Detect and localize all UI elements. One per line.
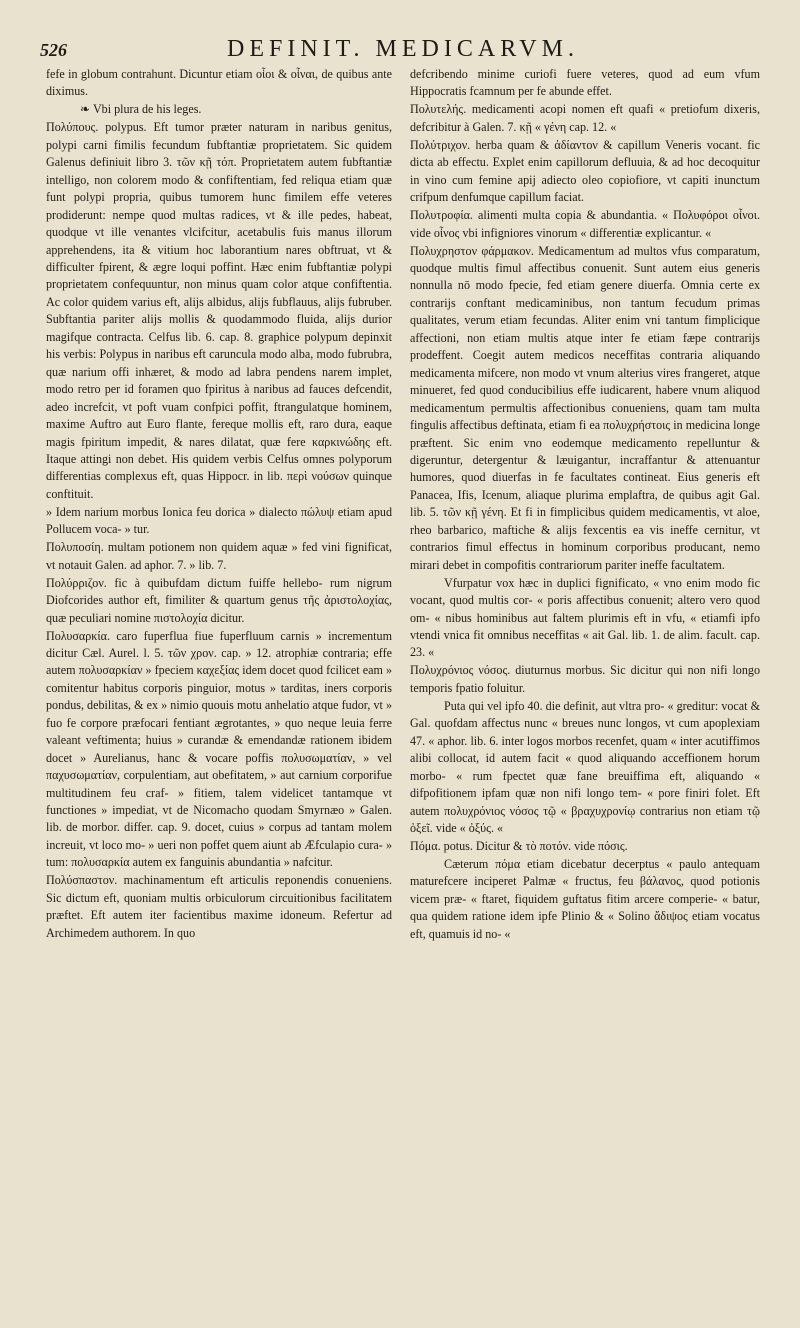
entry-polytrichon: Πολύτριχον. herba quam & ἀδίαντον & capillum Veneris vocant. fic dicta ab effectu. Explet enim capillorum defluuia, & ad hoc decoquitur in vino cum femine apij adiecto oleo copiofiore, vt capiti inunctum crifpum denfumque capillum faciat. [410, 137, 760, 205]
paragraph: fefe in globum contrahunt. Dicuntur etiam οἷοι & οἷναι, de quibus ante diximus. [46, 67, 392, 99]
paragraph: » Idem narium morbus Ionica feu dorica » dialecto πώλυψ etiam apud Pollucem voca- » tur. [46, 504, 392, 537]
entry-polysarkia: Πολυσαρκία. caro fuperflua fiue fuperfluum carnis » incrementum dicitur Cæl. Aurel. l. 5. τῶν χρον. cap. » 12. atrophiæ contraria; effe autem πολυσαρκίαν » fpeciem καχεξίας idem docet quod fcilicet eam » comitentur habitus corporis pinguior, motus » tarditas, iners corporis pondus, debilitas, & ex » nimio quouis motu anhelatio atque fudor, vt » fuo fe corpore præfocari fentiant ægrotantes, » quo neque leuia ferre valeant veftimenta; huius » curandæ & emendandæ rationem ibidem docet » Aurelianus, hanc & vocare poffis πολυσωματίαν, » vel παχυσωματίαν, corpulentiam, aut obefitatem, » aut carnium corporifue multitudinem feu craf- » fitiem, talem videlicet tantamque vt functiones » impediat, vt de Nicomacho quodam Smyrnæo » Galen. lib. de morbor. differ. cap. 9. docet, cuius » corpus ad tantam molem increuit, vt loco mo- » ueri non poffet quem aiunt ab Æfculapio cura- » tum: πολυσαρκία autem ex fanguinis abundantia » nafcitur. [46, 628, 392, 870]
right-column [410, 66, 760, 1316]
entry-polytrophia: Πολυτροφία. alimenti multa copia & abundantia. « Πολυφόροι οἶνοι. vide οἶνος vbi infigniores vinorum « differentiæ explicantur. « [410, 208, 760, 240]
page-number: 526 [40, 40, 67, 60]
running-title: DEFINIT. MEDICARVM. [227, 36, 579, 62]
paragraph: Vfurpatur vox hæc in duplici fignificato, « vno enim modo fic vocant, quod multis cor- « poris affectibus conuenit; altero vero quod om- « nibus hominibus aut faltem plurimis eft in vfu, « etiamfi ipfo vtendi vnica fit omnibus neceffitas « ait Gal. lib. 1. de alim. facult. cap. 23. « [410, 575, 760, 660]
left-column [46, 66, 392, 1316]
paragraph: Puta qui vel ipfo 40. die definit, aut vltra pro- « greditur: vocat & Gal. quofdam affectus nunc « breues nunc longos, vt cum apoplexiam 47. « aphor. lib. 6. inter logos morbos recenfet, quam « inter acutiffimos alibi collocat, id autem facit « quod aliquando acceffionem horum morbo- « rum fpectet quæ fane breuiffima eft, aliquando « difpofitionem ipfam quæ non nifi longo tem- « pore finiri folet. Eft autem πολυχρόνιος νόσος τῷ « βραχυχρονίῳ contrarius non etiam τῷ ὀξεῖ. vide « ὀξύς. « [410, 698, 760, 835]
page-header [40, 36, 766, 64]
entry-polyrrhizon: Πολύρριζον. fic à quibufdam dictum fuiffe hellebo- rum nigrum Diofcorides author eft, fimiliter & quartum genus τῆς ἀριστολοχίας, quæ peculiari nomine πιστολοχία dicitur. [46, 575, 392, 625]
entry-polypus: Πολύπους. polypus. Eft tumor præter naturam in naribus genitus, polypi carni fimilis fecundum fubftantiæ proprietatem. Sic quidem Galenus definiuit libro 3. τῶν κῇ τόπ. Proprietatem autem fubftantiæ intelligo, non colorem modo & confiftentiam, fed reliqua etiam quæ funt polypi propria, quibus tumorem hunc fimilem effe veteres prodiderunt: nempe quod multas radices, vt & ille pedes, habeat, quodque vt ille venantes vlcifcitur, acetabulis fuis manus illorum apprehendens, ita & vitium hoc laborantium nares obftruat, vt & difficulter fpirent, & ægre loqui poffint. Hæc enim fubftantiæ polypi proprietatem confequuntur, non minus quam color atque confiftentia. Ac color quidem varius eft, alijs albidus, alijs fubflauus, alijs fubruber. Subftantia pariter alijs mollis & quodammodo fluida, alijs durior magifque contracta. Celfus lib. 6. cap. 8. graphice polypum depinxit his verbis: Polypus in naribus eft caruncula modo alba, modo fubrubra, quæ narium offi inhæret, & modo ad labra pendens narem implet, modo retro per id foramen quo fpiritus à naribus ad fauces defcendit, adeo increfcit, vt poft vuam confpici poffit, ftrangulatque hominem, maxime Auftro aut Euro flante, fereque mollis eft, raro dura, eaque magis fpiritum impedit, & nares dilatat, quæ fere καρκινώδης eft. Itaque attingi non debet. His quidem verbis Celfus omnes polyporum differentias complexus eft, quas Hippocr. in lib. περὶ νούσων quinque conftituit. [46, 120, 392, 501]
entry-poma: Πόμα. potus. Dicitur & τὸ ποτόν. vide πόσις. [410, 838, 628, 853]
paragraph: defcribendo minime curiofi fuere veteres, quod ad eum vfum Hippocratis fcamnum per fe abunde effet. [410, 67, 760, 99]
paragraph: Cæterum πόμα etiam dicebatur decerptus « paulo antequam maturefcere inciperet Palmæ « fructus, feu βάλανος, quod potionis vicem præ- « ftaret, fiquidem guftatus fitim arcere comperie- « batur, qua quidem ratione idem ipfe Plinio & « Solino ἄδιψος etiam vocatus eft, quamuis id no- « [410, 856, 760, 941]
entry-polychronios: Πολυχρόνιος νόσος. diuturnus morbus. Sic dicitur qui non nifi longo temporis fpatio foluitur. [410, 663, 760, 695]
entry-polyposia: Πολυποσίη. multam potionem non quidem aquæ » fed vini fignificat, vt notauit Galen. ad aphor. 7. » lib. 7. [46, 540, 392, 572]
paragraph: ❧ Vbi plura de his leges. [80, 102, 202, 117]
entry-polyteles: Πολυτελής. medicamenti acopi nomen eft quafi « pretiofum dixeris, defcribitur à Galen. 7. κῇ « γένη cap. 12. « [410, 102, 760, 134]
entry-polyspaston: Πολύσπαστον. machinamentum eft articulis reponendis conueniens. Sic dictum eft, quoniam multis orbiculorum circuitionibus facilitatem præftet. Eft autem iter facientibus maxime idoneum. Refertur ad Archimedem authorem. In quo [46, 873, 392, 940]
entry-polychreston: Πολυχρηστον φάρμακον. Medicamentum ad multos vfus comparatum, quodque multis fimul affectibus conuenit. Sunt autem eius generis nonnulla nō modo fpecie, fed etiam genere diuerfa. Omnia certe ex contrarijs conftant medicaminibus, non tantum fecudum primas qualitates, verum etiam fecundas. Aliter enim vni tantum fimplicique affectioni, non etiam multis atque inter fe etiam fæpe contrarijs prodeffent. Coegit autem medicos neceffitas contraria aliquando medicamenta mifcere, non modo vt vnum alterius vires frangeret, atque minueret, fed quod conducibilius effe iudicarent, habere vnum aliquod medicamentum permultis affectionibus conueniens, quam tam multa fingulis affectibus deftinata, etiam fi ea πολυχρήστοις in medicina longe præftent. Sic enim vno eodemque medicamento repelluntur & digeruntur, detergentur & læuigantur, incraffantur & attenuantur humores, quod diuerfas in fe facultates contineat. Eius generis eft Panacea, Ifis, Icenum, aliaque plurima emplaftra, de quibus agit Gal. lib. 5. τῶν κῇ γένη. Et fi in fimplicibus quidem medicamentis, vt aloe, rheo barbarico, maftiche & alijs fexcentis ea vis ineffe cernitur, vt contrarios fimul effectus in hominum corporibus producant, nemo mirari debet in compofitis contrariorum pariter ineffe facultatem. [410, 243, 760, 572]
